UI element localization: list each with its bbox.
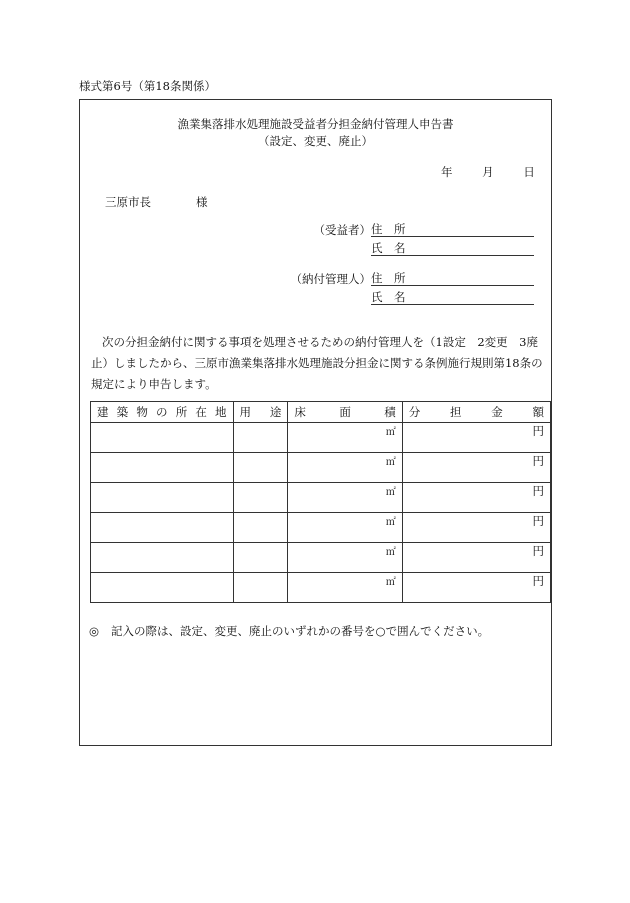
header-char: 分 bbox=[408, 405, 421, 419]
header-char: 金 bbox=[491, 405, 503, 419]
note bbox=[89, 623, 489, 639]
header-char: 築 bbox=[116, 405, 129, 419]
use-cell[interactable] bbox=[233, 573, 288, 603]
header-char: 地 bbox=[215, 405, 227, 419]
header-char: 積 bbox=[384, 405, 396, 419]
manager-name-label: 氏 名 bbox=[371, 290, 406, 304]
manager-address-label: 住 所 bbox=[371, 271, 406, 285]
manager-role: （納付管理人） bbox=[290, 272, 371, 286]
header-char: 所 bbox=[175, 405, 188, 419]
floor-area-cell[interactable]: ㎡ bbox=[288, 513, 402, 543]
header-char: 額 bbox=[532, 405, 544, 419]
location-cell[interactable] bbox=[91, 453, 234, 483]
declaration-paragraph bbox=[91, 332, 546, 395]
form-frame bbox=[79, 99, 552, 746]
beneficiary-address-field[interactable] bbox=[371, 221, 534, 237]
table-row bbox=[91, 513, 551, 543]
header-char: の bbox=[156, 405, 168, 419]
floor-area-cell[interactable]: ㎡ bbox=[288, 423, 402, 453]
amount-cell[interactable]: 円 bbox=[402, 543, 550, 573]
location-cell[interactable] bbox=[91, 423, 234, 453]
date-line bbox=[441, 164, 535, 180]
note-mark: ◎ bbox=[89, 624, 100, 638]
beneficiary-role: （受益者） bbox=[313, 223, 371, 237]
header-use bbox=[233, 402, 288, 423]
use-cell[interactable] bbox=[233, 543, 288, 573]
use-cell[interactable] bbox=[233, 513, 288, 543]
header-location bbox=[91, 402, 234, 423]
table-row bbox=[91, 543, 551, 573]
floor-area-cell[interactable]: ㎡ bbox=[288, 573, 402, 603]
location-cell[interactable] bbox=[91, 483, 234, 513]
paragraph-line-1: 次の分担金納付に関する事項を処理させるための納付管理人を（1設定 2変更 3廃 bbox=[102, 335, 538, 349]
table-row bbox=[91, 453, 551, 483]
form-title: 漁業集落排水処理施設受益者分担金納付管理人申告書 bbox=[177, 117, 454, 131]
floor-area-cell[interactable]: ㎡ bbox=[288, 543, 402, 573]
date-year-label: 年 bbox=[441, 165, 453, 179]
amount-cell[interactable]: 円 bbox=[402, 573, 550, 603]
beneficiary-name-label: 氏 名 bbox=[371, 241, 406, 255]
note-text: 記入の際は、設定、変更、廃止のいずれかの番号を○で囲んでください。 bbox=[111, 624, 490, 638]
floor-area-cell[interactable]: ㎡ bbox=[288, 483, 402, 513]
manager-address-field[interactable] bbox=[371, 270, 534, 286]
header-amount bbox=[402, 402, 550, 423]
form-number-label: 様式第6号（第18条関係） bbox=[79, 79, 216, 93]
beneficiary-name-field[interactable] bbox=[371, 240, 534, 256]
header-floor-area bbox=[288, 402, 402, 423]
use-cell[interactable] bbox=[233, 453, 288, 483]
amount-cell[interactable]: 円 bbox=[402, 423, 550, 453]
use-cell[interactable] bbox=[233, 423, 288, 453]
form-subtitle: （設定、変更、廃止） bbox=[258, 134, 373, 148]
table-row bbox=[91, 573, 551, 603]
header-char: 在 bbox=[195, 405, 207, 419]
header-char: 面 bbox=[339, 405, 351, 419]
amount-cell[interactable]: 円 bbox=[402, 453, 550, 483]
beneficiary-address-label: 住 所 bbox=[371, 222, 406, 236]
addressee bbox=[105, 194, 208, 210]
location-cell[interactable] bbox=[91, 543, 234, 573]
table-header-row bbox=[91, 402, 551, 423]
paragraph-line-2: 止）しましたから、三原市漁業集落排水処理施設分担金に関する条例施行規則第18条の bbox=[91, 356, 543, 370]
location-cell[interactable] bbox=[91, 573, 234, 603]
location-cell[interactable] bbox=[91, 513, 234, 543]
manager-name-field[interactable] bbox=[371, 289, 534, 305]
header-char: 担 bbox=[450, 405, 462, 419]
header-char: 物 bbox=[136, 405, 148, 419]
paragraph-line-3: 規定により申告します。 bbox=[91, 377, 217, 391]
header-char: 床 bbox=[294, 405, 306, 419]
date-month-label: 月 bbox=[482, 165, 494, 179]
table-row bbox=[91, 483, 551, 513]
header-char: 途 bbox=[269, 405, 282, 419]
building-table bbox=[90, 401, 551, 603]
header-char: 建 bbox=[97, 405, 109, 419]
date-day-label: 日 bbox=[523, 165, 535, 179]
amount-cell[interactable]: 円 bbox=[402, 483, 550, 513]
floor-area-cell[interactable]: ㎡ bbox=[288, 453, 402, 483]
amount-cell[interactable]: 円 bbox=[402, 513, 550, 543]
addressee-honorific: 様 bbox=[196, 195, 208, 209]
table-row bbox=[91, 423, 551, 453]
header-char: 用 bbox=[239, 405, 252, 419]
addressee-name: 三原市長 bbox=[105, 195, 151, 209]
use-cell[interactable] bbox=[233, 483, 288, 513]
